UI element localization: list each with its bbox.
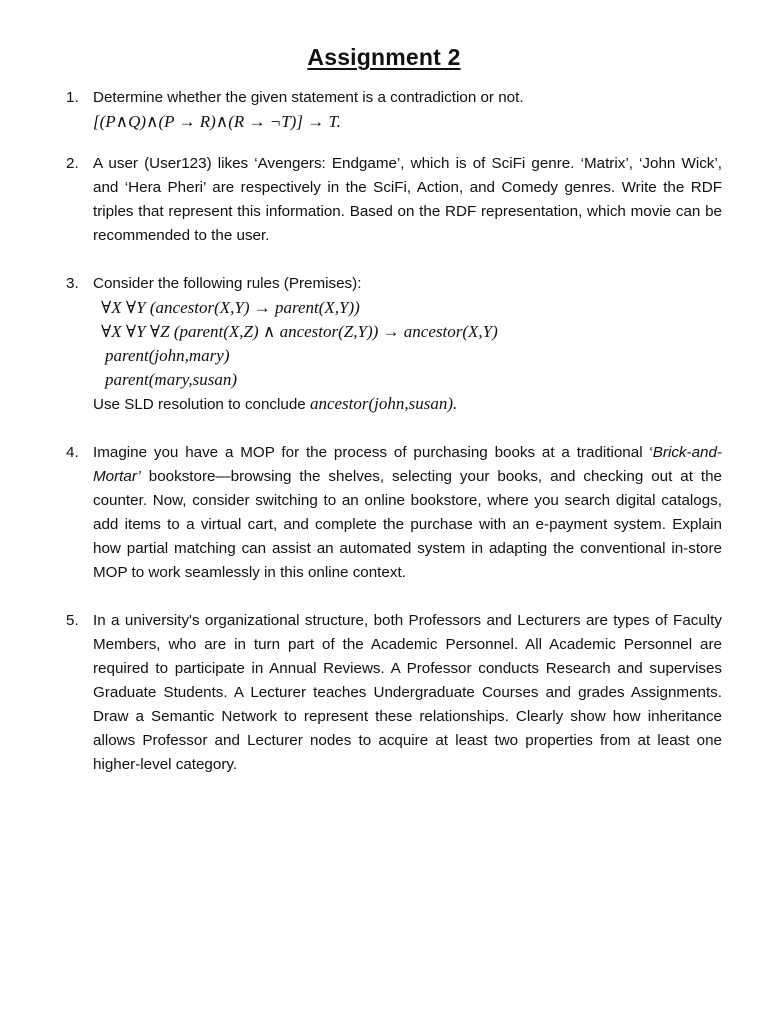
premise-4: parent(mary,susan) [105, 370, 238, 389]
question-2 [66, 152, 722, 248]
page-title: Assignment 2 [307, 44, 461, 70]
question-text-part-1: Imagine you have a MOP for the process of purchasing books at a traditional ‘ [93, 444, 653, 461]
conclusion-formula: ancestor(john,susan). [309, 394, 458, 413]
question-text-italic: Brick-and-Mortar’ [93, 444, 722, 485]
question-1 [66, 86, 722, 134]
question-number: 3. [66, 275, 79, 292]
question-text [93, 441, 722, 585]
formula: [(P∧Q)∧(P → R)∧(R → ¬T)] → T. [93, 112, 341, 131]
question-number: 5. [66, 612, 79, 629]
premise-3: parent(john,mary) [105, 346, 230, 365]
question-number: 2. [66, 155, 79, 172]
conclusion-prefix: Use SLD resolution to conclude [93, 396, 310, 413]
question-5 [66, 609, 722, 777]
question-number: 4. [66, 444, 79, 461]
question-3 [66, 272, 722, 417]
question-text: Determine whether the given statement is a contradiction or not. [93, 89, 524, 106]
question-text-part-2: bookstore—browsing the shelves, selecting your books, and checking out at the counter. Now, consider switching to an online bookstore, where you search digital catalogs, add items to a virtual cart, and complete the purchase with an e-payment system. Explain how partial matching can assist an automated system in adapting the conventional in-store MOP to work seamlessly in this online context. [93, 468, 722, 581]
question-4 [66, 441, 722, 585]
question-text: In a university's organizational structure, both Professors and Lecturers are types of Faculty Members, who are in turn part of the Academic Personnel. All Academic Personnel are required to participate in Annual Reviews. A Professor conducts Research and supervises Graduate Students. A Lecturer teaches Undergraduate Courses and grades Assignments. Draw a Semantic Network to represent these relationships. Clearly show how inheritance allows Professor and Lecturer nodes to acquire at least two properties from at least one higher-level category. [93, 612, 722, 773]
question-text: Consider the following rules (Premises): [93, 275, 362, 292]
premise-2: ∀X ∀Y ∀Z (parent(X,Z) ∧ ancestor(Z,Y)) → ancestor(X,Y) [101, 322, 498, 341]
conclusion-line [93, 392, 722, 417]
question-text: A user (User123) likes ‘Avengers: Endgame’, which is of SciFi genre. ‘Matrix’, ‘John Wick’, and ‘Hera Pheri’ are respectively in the SciFi, Action, and Comedy genres. Write the RDF triples that represent this information. Based on the RDF representation, which movie can be recommended to the user. [93, 155, 722, 244]
question-number: 1. [66, 89, 79, 106]
premise-1: ∀X ∀Y (ancestor(X,Y) → parent(X,Y)) [101, 298, 360, 317]
